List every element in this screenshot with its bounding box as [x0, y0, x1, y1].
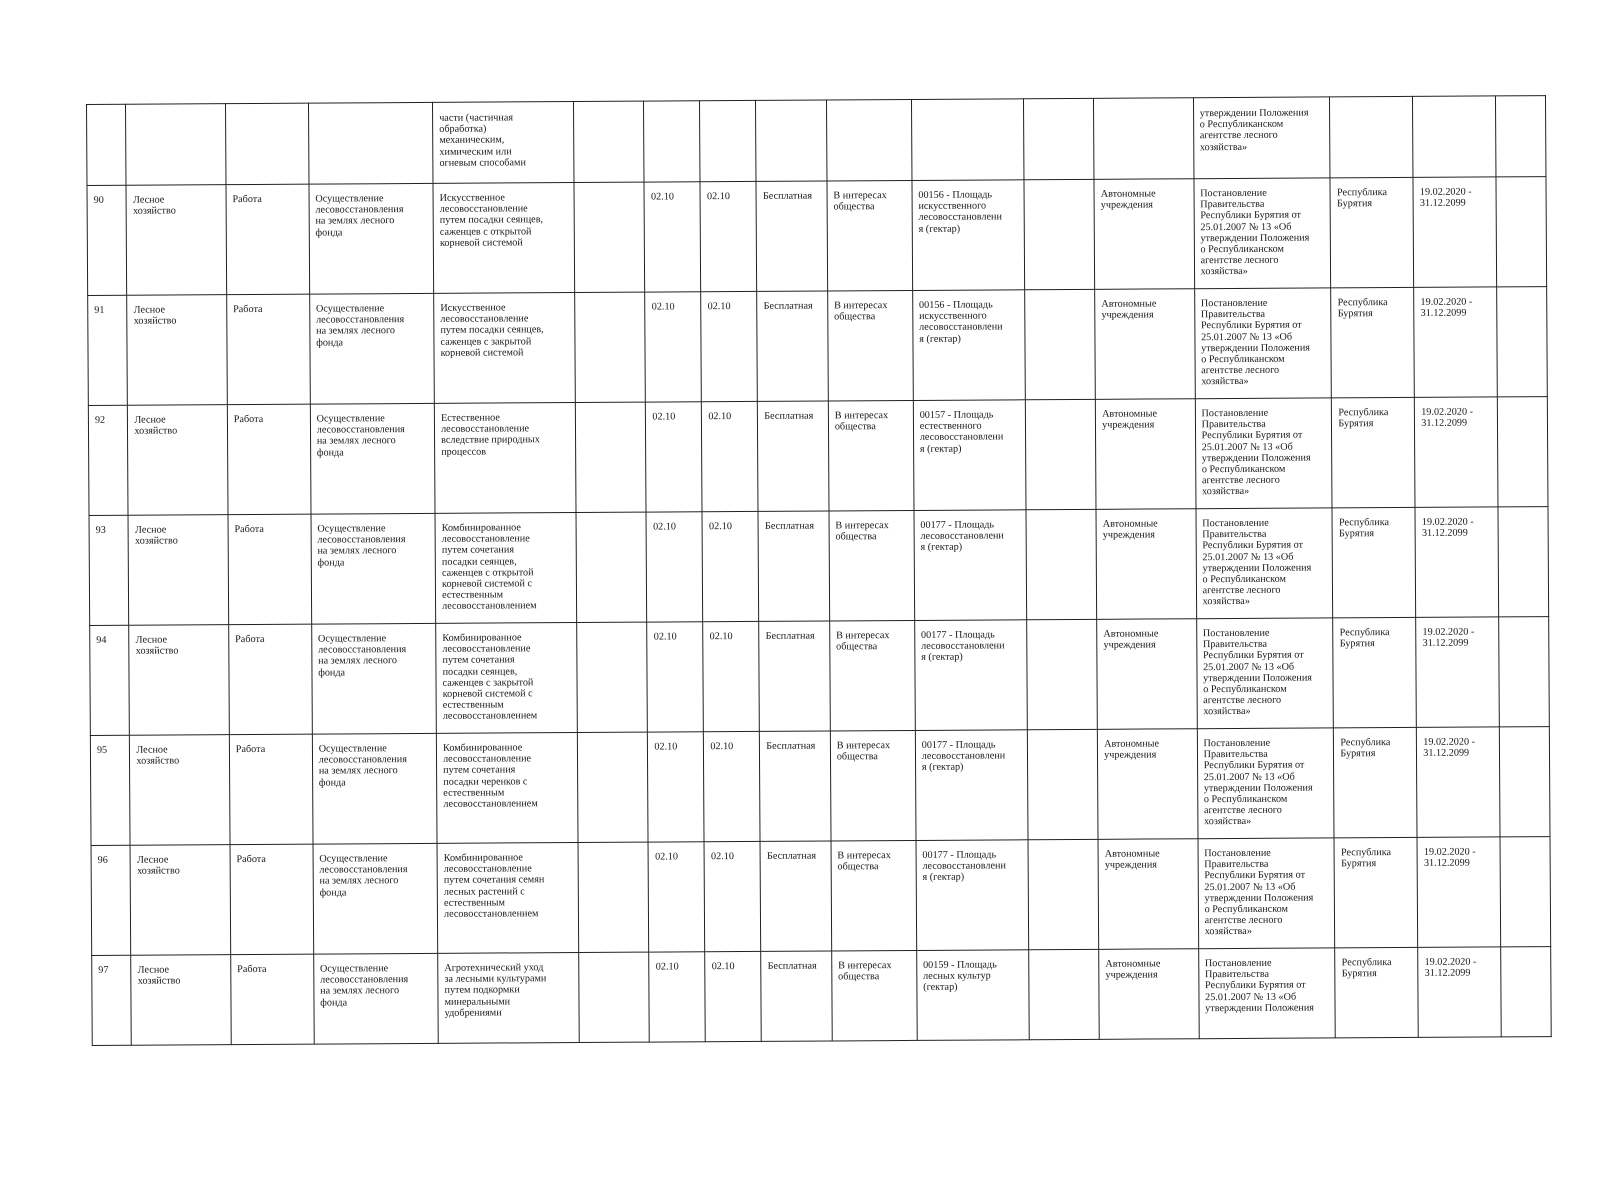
- cell-indicator: 00156 - Площадь искусственного лесовосстановлени я (гектар): [912, 290, 1025, 401]
- cell-empty-3: [1496, 96, 1546, 177]
- cell-empty-3: [1499, 617, 1549, 727]
- cell-pay: [756, 100, 827, 181]
- cell-sector: Лесное хозяйство: [130, 735, 230, 846]
- cell-interest: В интересах общества: [829, 510, 915, 621]
- cell-type: Работа: [229, 734, 313, 845]
- cell-code1: 02.10: [646, 512, 703, 622]
- cell-pay: Бесплатная: [758, 511, 829, 621]
- cell-num: 92: [88, 405, 128, 515]
- cell-indicator: 00156 - Площадь искусственного лесовосстановлени я (гектар): [912, 180, 1025, 291]
- cell-pay: Бесплатная: [760, 841, 831, 951]
- cell-name: Осуществление лесовосстановления на землях лесного фонда: [309, 293, 434, 404]
- cell-content: части (частичная обработка) механическим, химическим или огневым способами: [433, 102, 574, 184]
- cell-empty-2: [1023, 98, 1094, 179]
- cell-sector: Лесное хозяйство: [131, 955, 231, 1046]
- cell-code1: 02.10: [645, 292, 702, 402]
- cell-content: Искусственное лесовосстановление путем посадки сеянцев, саженцев с закрытой корневой системой: [434, 293, 576, 404]
- cell-legal: утверждении Положения о Республиканском агентстве лесного хозяйства»: [1193, 97, 1330, 179]
- cell-name: Осуществление лесовосстановления на землях лесного фонда: [312, 733, 437, 844]
- cell-region: Республика Бурятия: [1334, 837, 1418, 948]
- cell-legal: Постановление Правительства Республики Бурятия от 25.01.2007 № 13 «Об утверждении Положения о Республиканском агентстве лесного хозяйства»: [1196, 618, 1333, 729]
- cell-empty-1: [577, 732, 648, 842]
- table-row: [90, 727, 1550, 846]
- cell-institution: Автономные учреждения: [1099, 949, 1199, 1040]
- cell-empty-1: [575, 402, 646, 512]
- cell-num: 93: [89, 515, 129, 625]
- cell-name: Осуществление лесовосстановления на землях лесного фонда: [313, 953, 438, 1044]
- cell-region: Республика Бурятия: [1334, 727, 1418, 838]
- cell-type: Работа: [226, 184, 310, 295]
- table-row: [90, 617, 1550, 736]
- document-page: [86, 95, 1552, 1046]
- cell-institution: Автономные учреждения: [1097, 729, 1197, 840]
- cell-empty-2: [1026, 619, 1097, 729]
- cell-code2: 02.10: [702, 511, 759, 621]
- cell-period: 19.02.2020 - 31.12.2099: [1417, 837, 1501, 948]
- cell-indicator: 00177 - Площадь лесовосстановлени я (гектар): [915, 730, 1028, 841]
- cell-pay: Бесплатная: [757, 291, 828, 401]
- cell-pay: Бесплатная: [758, 401, 829, 511]
- cell-empty-1: [576, 512, 647, 622]
- cell-empty-3: [1498, 507, 1548, 617]
- cell-type: Работа: [227, 404, 311, 515]
- cell-empty-3: [1500, 837, 1550, 947]
- cell-num: 91: [88, 295, 128, 405]
- cell-empty-2: [1024, 179, 1095, 289]
- cell-interest: В интересах общества: [828, 400, 914, 511]
- cell-empty-2: [1026, 509, 1097, 619]
- cell-empty-3: [1497, 287, 1547, 397]
- cell-empty-1: [573, 101, 644, 182]
- cell-legal: Постановление Правительства Республики Бурятия от 25.01.2007 № 13 «Об утверждении Положения: [1198, 948, 1335, 1039]
- cell-empty-2: [1028, 839, 1099, 949]
- cell-interest: В интересах общества: [830, 730, 916, 841]
- cell-name: Осуществление лесовосстановления на землях лесного фонда: [311, 623, 436, 734]
- cell-name: Осуществление лесовосстановления на землях лесного фонда: [311, 513, 436, 624]
- cell-interest: В интересах общества: [829, 620, 915, 731]
- cell-pay: Бесплатная: [759, 621, 830, 731]
- cell-code2: 02.10: [704, 731, 761, 841]
- cell-num: 95: [90, 735, 130, 845]
- cell-name: [308, 102, 433, 184]
- cell-empty-2: [1024, 289, 1095, 399]
- cell-institution: Автономные учреждения: [1095, 289, 1195, 400]
- cell-indicator: 00177 - Площадь лесовосстановлени я (гектар): [916, 840, 1029, 951]
- cell-legal: Постановление Правительства Республики Бурятия от 25.01.2007 № 13 «Об утверждении Положения о Республиканском агентстве лесного хозяйства»: [1196, 508, 1333, 619]
- cell-legal: Постановление Правительства Республики Бурятия от 25.01.2007 № 13 «Об утверждении Положения о Республиканском агентстве лесного хозяйства»: [1194, 178, 1331, 289]
- cell-pay: Бесплатная: [761, 951, 832, 1041]
- cell-empty-1: [574, 182, 645, 292]
- cell-code1: 02.10: [644, 182, 701, 292]
- cell-code1: 02.10: [647, 622, 704, 732]
- cell-region: Республика Бурятия: [1335, 947, 1418, 1038]
- cell-empty-2: [1027, 729, 1098, 839]
- cell-empty-1: [575, 292, 646, 402]
- table-row: [91, 837, 1551, 956]
- cell-empty-3: [1501, 947, 1551, 1037]
- cell-interest: В интересах общества: [832, 950, 918, 1041]
- cell-region: Республика Бурятия: [1333, 617, 1417, 728]
- cell-institution: Автономные учреждения: [1095, 399, 1195, 510]
- cell-period: 19.02.2020 - 31.12.2099: [1414, 287, 1498, 398]
- cell-interest: В интересах общества: [827, 180, 913, 291]
- cell-name: Осуществление лесовосстановления на землях лесного фонда: [310, 403, 435, 514]
- cell-name: Осуществление лесовосстановления на землях лесного фонда: [313, 843, 438, 954]
- cell-code2: 02.10: [702, 401, 759, 511]
- cell-indicator: 00159 - Площадь лесных культур (гектар): [916, 950, 1028, 1041]
- cell-code2: 02.10: [705, 951, 762, 1041]
- table-row: [89, 507, 1549, 626]
- table-row: [88, 397, 1548, 516]
- cell-pay: Бесплатная: [756, 181, 827, 291]
- registry-table: [86, 95, 1552, 1046]
- cell-content: Агротехнический уход за лесными культурами путем подкормки минеральными удобрениями: [438, 953, 579, 1044]
- cell-interest: В интересах общества: [831, 840, 917, 951]
- cell-region: Республика Бурятия: [1330, 177, 1414, 288]
- table-row-continued: [87, 96, 1546, 186]
- cell-num: 90: [87, 185, 127, 295]
- cell-pay: Бесплатная: [760, 731, 831, 841]
- cell-empty-2: [1025, 399, 1096, 509]
- cell-code2: 02.10: [704, 841, 761, 951]
- cell-period: 19.02.2020 - 31.12.2099: [1415, 397, 1499, 508]
- cell-institution: Автономные учреждения: [1097, 619, 1197, 730]
- cell-legal: Постановление Правительства Республики Бурятия от 25.01.2007 № 13 «Об утверждении Положения о Республиканском агентстве лесного хозяйства»: [1195, 398, 1332, 509]
- cell-sector: Лесное хозяйство: [130, 845, 230, 956]
- cell-num: 96: [91, 845, 131, 955]
- table-row: [92, 947, 1552, 1046]
- cell-sector: Лесное хозяйство: [127, 295, 227, 406]
- cell-type: Работа: [229, 624, 313, 735]
- cell-sector: Лесное хозяйство: [128, 405, 228, 516]
- cell-code1: 02.10: [648, 732, 705, 842]
- cell-code2: [700, 100, 756, 181]
- cell-empty-3: [1500, 727, 1550, 837]
- cell-interest: [826, 99, 911, 181]
- cell-region: Республика Бурятия: [1332, 397, 1416, 508]
- cell-institution: Автономные учреждения: [1096, 509, 1196, 620]
- cell-sector: Лесное хозяйство: [128, 515, 228, 626]
- cell-institution: Автономные учреждения: [1098, 839, 1198, 950]
- cell-indicator: 00177 - Площадь лесовосстановлени я (гектар): [914, 510, 1027, 621]
- cell-content: Комбинированное лесовосстановление путем сочетания посадки сеянцев, саженцев с открытой корневой системой с естественным лесовосстановлением: [435, 513, 577, 624]
- cell-period: [1413, 96, 1496, 178]
- cell-region: [1330, 96, 1413, 178]
- cell-period: 19.02.2020 - 31.12.2099: [1413, 177, 1497, 288]
- table-row: [88, 287, 1548, 406]
- cell-content: Комбинированное лесовосстановление путем сочетания посадки сеянцев, саженцев с закрытой корневой системой с естественным лесовосстановлением: [436, 623, 578, 734]
- cell-code1: 02.10: [648, 842, 705, 952]
- cell-code2: 02.10: [703, 621, 760, 731]
- cell-institution: Автономные учреждения: [1094, 179, 1194, 290]
- cell-content: Естественное лесовосстановление вследствие природных процессов: [434, 403, 576, 514]
- cell-period: 19.02.2020 - 31.12.2099: [1416, 617, 1500, 728]
- cell-empty-1: [577, 622, 648, 732]
- cell-code2: 02.10: [700, 181, 757, 291]
- cell-type: [225, 103, 308, 185]
- cell-type: Работа: [230, 844, 314, 955]
- cell-content: Искусственное лесовосстановление путем посадки сеянцев, саженцев с открытой корневой системой: [433, 183, 575, 294]
- cell-code1: 02.10: [649, 952, 706, 1042]
- cell-content: Комбинированное лесовосстановление путем сочетания семян лесных растений с естественным лесовосстановлением: [437, 843, 579, 954]
- cell-name: Осуществление лесовосстановления на землях лесного фонда: [309, 183, 434, 294]
- cell-indicator: [911, 99, 1023, 181]
- cell-legal: Постановление Правительства Республики Бурятия от 25.01.2007 № 13 «Об утверждении Положения о Республиканском агентстве лесного хозяйства»: [1197, 728, 1334, 839]
- cell-num: 94: [90, 625, 130, 735]
- cell-code2: 02.10: [701, 291, 758, 401]
- cell-indicator: 00177 - Площадь лесовосстановлени я (гектар): [914, 620, 1027, 731]
- cell-period: 19.02.2020 - 31.12.2099: [1418, 947, 1501, 1038]
- cell-region: Республика Бурятия: [1332, 507, 1416, 618]
- cell-institution: [1094, 98, 1194, 180]
- cell-empty-1: [579, 952, 650, 1042]
- cell-indicator: 00157 - Площадь естественного лесовосстановлени я (гектар): [913, 400, 1026, 511]
- cell-sector: Лесное хозяйство: [129, 625, 229, 736]
- cell-empty-1: [578, 842, 649, 952]
- cell-content: Комбинированное лесовосстановление путем сочетания посадки черенков с естественным лесовосстановлением: [436, 733, 578, 844]
- cell-legal: Постановление Правительства Республики Бурятия от 25.01.2007 № 13 «Об утверждении Положения о Республиканском агентстве лесного хозяйства»: [1194, 288, 1331, 399]
- table-body: [87, 96, 1552, 1046]
- cell-type: Работа: [231, 954, 314, 1045]
- cell-period: 19.02.2020 - 31.12.2099: [1417, 727, 1501, 838]
- cell-num: [87, 104, 127, 185]
- cell-empty-3: [1496, 177, 1546, 287]
- cell-empty-3: [1497, 397, 1547, 507]
- cell-empty-2: [1028, 949, 1099, 1039]
- cell-num: 97: [92, 955, 132, 1045]
- cell-legal: Постановление Правительства Республики Бурятия от 25.01.2007 № 13 «Об утверждении Положения о Республиканском агентстве лесного хозяйства»: [1198, 838, 1335, 949]
- table-row: [87, 177, 1547, 296]
- cell-region: Республика Бурятия: [1331, 287, 1415, 398]
- cell-sector: Лесное хозяйство: [126, 185, 226, 296]
- cell-sector: [126, 104, 226, 186]
- cell-code1: 02.10: [646, 402, 703, 512]
- cell-interest: В интересах общества: [827, 290, 913, 401]
- cell-type: Работа: [228, 514, 312, 625]
- cell-type: Работа: [227, 294, 311, 405]
- cell-code1: [644, 101, 700, 182]
- cell-period: 19.02.2020 - 31.12.2099: [1415, 507, 1499, 618]
